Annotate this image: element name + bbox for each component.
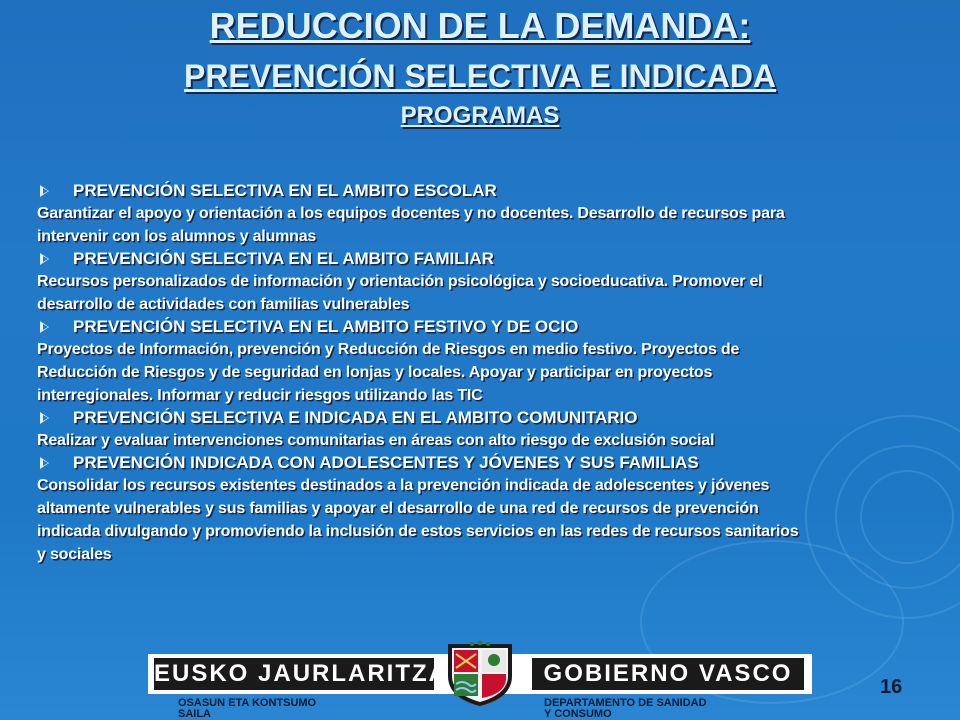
body-line: y sociales <box>37 546 112 563</box>
title-line-2: PREVENCIÓN SELECTIVA E INDICADA <box>183 58 777 94</box>
section-adolescentes <box>37 452 917 566</box>
body-line: intervenir con los alumnos y alumnas <box>37 228 317 245</box>
logo-spanish-name: GOBIERNO VASCO <box>532 658 804 690</box>
section-body <box>37 202 917 248</box>
program-list <box>37 180 917 566</box>
arrow-bullet-icon <box>40 185 52 197</box>
body-line: Reducción de Riesgos y de seguridad en lonjas y locales. Apoyar y participar en proyectos <box>37 364 713 381</box>
section-body <box>37 338 917 407</box>
section-heading-text: PREVENCIÓN SELECTIVA EN EL AMBITO FAMILIAR <box>73 249 494 268</box>
arrow-bullet-icon <box>40 321 52 333</box>
section-heading <box>40 452 917 474</box>
section-body <box>37 474 917 566</box>
body-line: desarrollo de actividades con familias vulnerables <box>37 296 410 313</box>
arrow-bullet-icon <box>40 457 52 469</box>
section-heading <box>40 316 917 338</box>
title-line-1: REDUCCION DE LA DEMANDA: <box>209 5 751 46</box>
logo-basque-name: EUSKO JAURLARITZA <box>154 658 434 690</box>
dept-basque-line-1: OSASUN ETA KONTSUMO <box>178 697 317 709</box>
section-comunitario <box>37 407 917 452</box>
body-line: altamente vulnerables y sus familias y apoyar el desarrollo de una red de recursos de prevención <box>37 500 759 517</box>
section-festivo <box>37 316 917 407</box>
section-escolar <box>37 180 917 248</box>
body-line: Proyectos de Información, prevención y Reducción de Riesgos en medio festivo. Proyectos de <box>37 341 740 358</box>
section-familiar <box>37 248 917 316</box>
section-heading <box>40 248 917 270</box>
section-heading-text: PREVENCIÓN INDICADA CON ADOLESCENTES Y JÓVENES Y SUS FAMILIAS <box>73 453 699 472</box>
body-line: Garantizar el apoyo y orientación a los equipos docentes y no docentes. Desarrollo de recursos para <box>37 205 785 222</box>
section-heading <box>40 407 917 429</box>
section-heading-text: PREVENCIÓN SELECTIVA EN EL AMBITO ESCOLAR <box>73 181 497 200</box>
body-line: Realizar y evaluar intervenciones comunitarias en áreas con alto riesgo de exclusión social <box>37 432 715 449</box>
body-line: interregionales. Informar y reducir riesgos utilizando las TIC <box>37 387 483 404</box>
section-heading <box>40 180 917 202</box>
arrow-bullet-icon <box>40 412 52 424</box>
section-heading-text: PREVENCIÓN SELECTIVA E INDICADA EN EL AMBITO COMUNITARIO <box>73 408 638 427</box>
dept-spanish-line-1: DEPARTAMENTO DE SANIDAD <box>544 697 707 709</box>
dept-basque <box>178 698 316 720</box>
dept-spanish-line-2: Y CONSUMO <box>544 708 612 720</box>
coat-of-arms-icon <box>442 640 518 708</box>
dept-spanish <box>544 698 707 720</box>
arrow-bullet-icon <box>40 253 52 265</box>
body-line: Recursos personalizados de información y orientación psicológica y socioeducativa. Promover el <box>37 273 763 290</box>
section-body <box>37 429 917 452</box>
gobierno-vasco-logo <box>148 640 812 720</box>
title-line-3: PROGRAMAS <box>400 102 560 129</box>
section-body <box>37 270 917 316</box>
page-number: 16 <box>880 676 903 698</box>
body-line: indicada divulgando y promoviendo la inclusión de estos servicios en las redes de recursos sanitarios <box>37 523 799 540</box>
section-heading-text: PREVENCIÓN SELECTIVA EN EL AMBITO FESTIVO Y DE OCIO <box>73 317 579 336</box>
dept-basque-line-2: SAILA <box>178 708 211 720</box>
body-line: Consolidar los recursos existentes destinados a la prevención indicada de adolescentes y jóvenes <box>37 477 770 494</box>
